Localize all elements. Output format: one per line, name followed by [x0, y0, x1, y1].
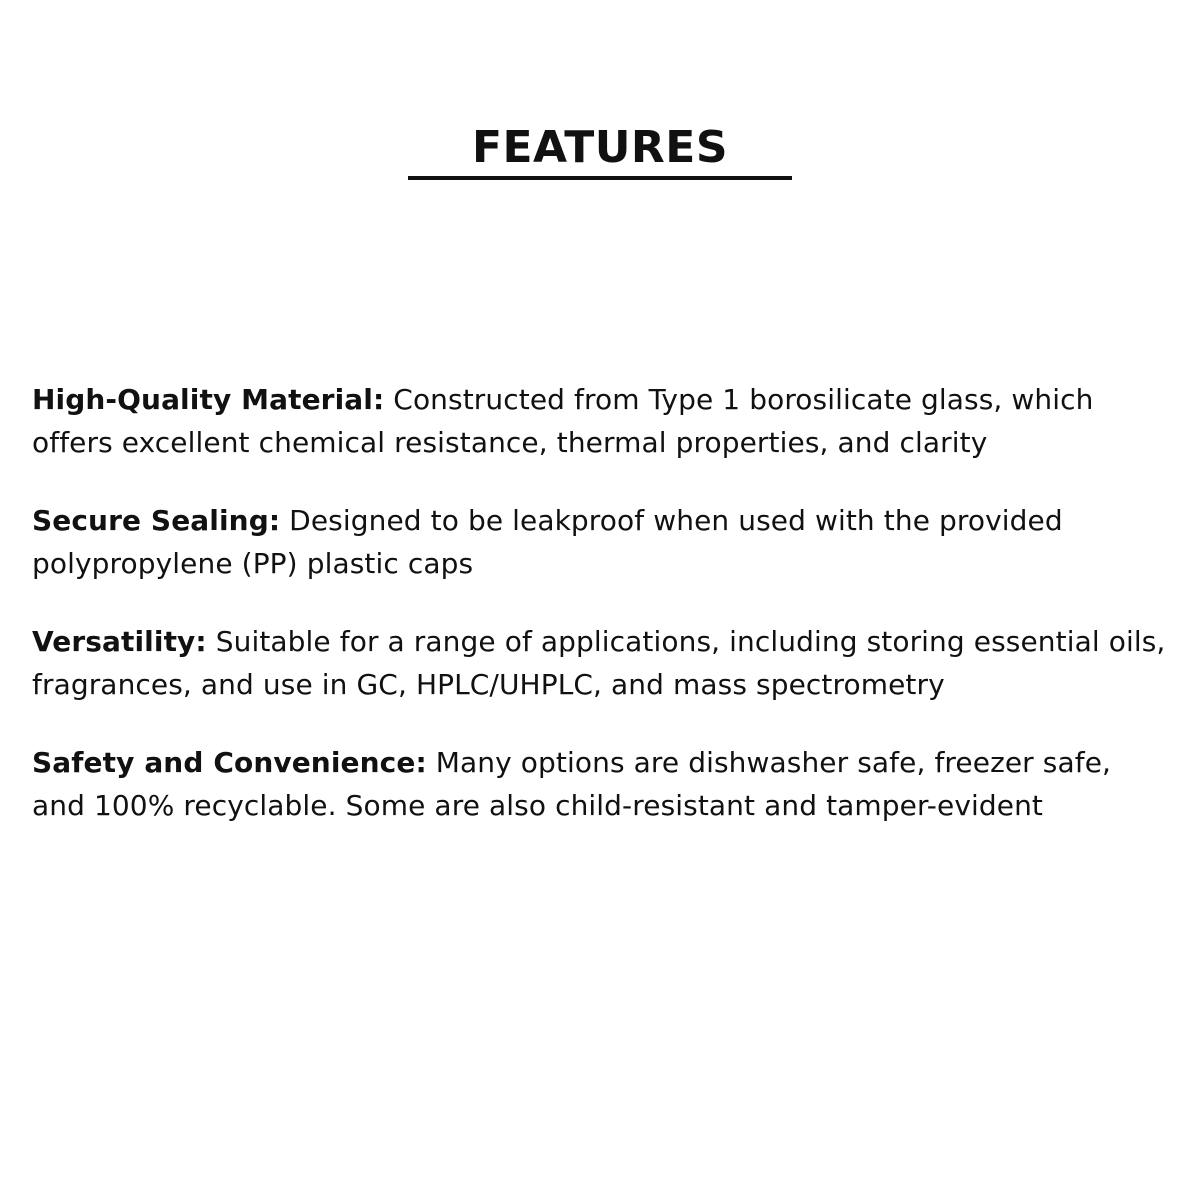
- feature-label: Secure Sealing:: [32, 504, 281, 537]
- page-title: FEATURES: [471, 122, 729, 173]
- feature-item-safety: [32, 741, 1172, 827]
- feature-text: Constructed from Type 1 borosilicate glass, which offers excellent chemical resistance, thermal properties, and clarity: [32, 383, 1094, 459]
- feature-label: Versatility:: [32, 625, 207, 658]
- title-underline: [408, 176, 792, 180]
- feature-item-material: [32, 378, 1172, 464]
- feature-item-versatility: [32, 620, 1172, 706]
- feature-text: Many options are dishwasher safe, freezer safe, and 100% recyclable. Some are also child-resistant and tamper-evident: [32, 746, 1112, 822]
- feature-text: Suitable for a range of applications, including storing essential oils, fragrances, and use in GC, HPLC/UHPLC, and mass spectrometry: [32, 625, 1166, 701]
- heading-block: [0, 118, 1200, 178]
- feature-item-sealing: [32, 499, 1172, 585]
- feature-text: Designed to be leakproof when used with the provided polypropylene (PP) plastic caps: [32, 504, 1063, 580]
- feature-label: High-Quality Material:: [32, 383, 385, 416]
- feature-label: Safety and Convenience:: [32, 746, 427, 779]
- feature-list: [32, 378, 1172, 862]
